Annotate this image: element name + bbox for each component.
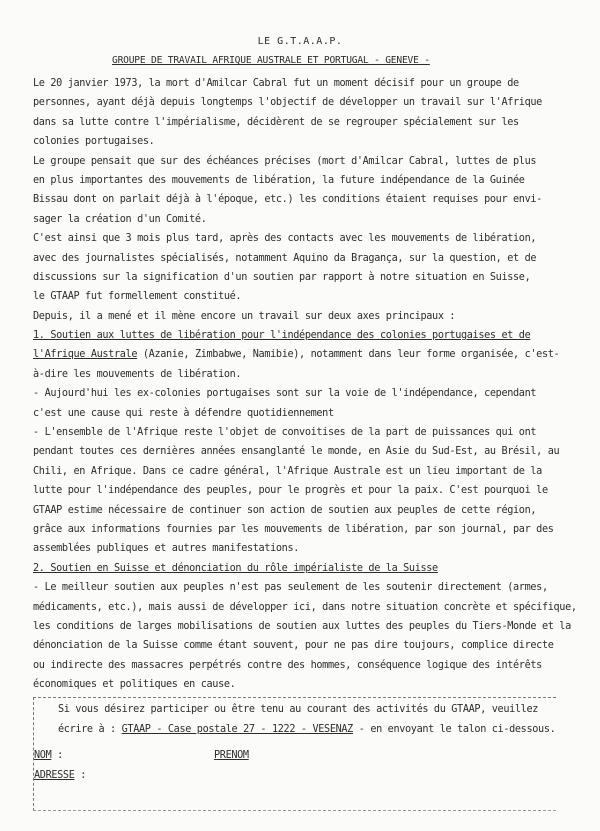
body-line: dans sa lutte contre l'impérialisme, décidèrent de se regrouper spécialement sur les <box>33 116 519 128</box>
adresse-colon: : <box>74 770 87 781</box>
body-line: le GTAAP fut formellement constitué. <box>33 291 242 303</box>
body-line: colonies portugaises. <box>33 136 155 148</box>
body-line: c'est une cause qui reste à défendre quotidiennement <box>33 407 334 419</box>
body-line: ou indirecte des massacres perpétrés contre des hommes, conséquence logique des intérêts <box>33 659 542 671</box>
body-line: Le groupe pensait que sur des échéances précises (mort d'Amilcar Cabral, luttes de plus <box>33 155 537 167</box>
body-line: - L'ensemble de l'Afrique reste l'objet de convoitises de la part de puissances qui ont <box>33 427 537 439</box>
body-line: pendant toutes ces dernières années ensanglanté le monde, en Asie du Sud-Est, au Brésil, au <box>33 446 560 458</box>
body-line: - Le meilleur soutien aux peuples n'est pas seulement de les soutenir directement (armes, <box>33 582 548 594</box>
form-intro-line: Si vous désirez participer ou être tenu au courant des activités du GTAAP, veuillez <box>58 704 539 715</box>
body-line <box>33 559 563 578</box>
nom-colon: : <box>51 750 63 761</box>
nom-field[interactable] <box>34 750 63 761</box>
body-line: dénonciation de la Suisse comme étant souvent, pour ne pas dire toujours, complice directe <box>33 640 554 652</box>
form-instruction: - en envoyant le talon ci-dessous. <box>352 724 556 735</box>
body-line: Le 20 janvier 1973, la mort d'Amilcar Cabral fut un moment décisif pour un groupe de <box>33 78 519 89</box>
prenom-label: PRENOM <box>214 750 249 761</box>
body-line: en plus importantes des mouvements de libération, la future indépendance de la Guinée <box>33 174 525 186</box>
body-line: à-dire les mouvements de libération. <box>33 368 242 380</box>
adresse-field[interactable] <box>34 770 86 781</box>
adresse-label: ADRESSE <box>34 770 75 781</box>
body-line: discussions sur la signification d'un soutien par rapport à notre situation en Suisse, <box>33 271 531 283</box>
body-line: Chili, en Afrique. Dans ce cadre général, l'Afrique Australe est un lieu important de la <box>33 465 542 477</box>
body-line: Bissau dont on parlait déjà à l'époque, etc.) les conditions étaient requises pour envi- <box>33 194 542 206</box>
body-line: assemblées publiques et autres manifestations. <box>33 543 300 555</box>
section-heading-cont: l'Afrique Australe <box>33 349 138 361</box>
body-line: économiques et politiques en cause. <box>33 679 236 691</box>
body-line: avec des journalistes spécialisés, notamment Aquino da Bragança, sur la question, et de <box>33 252 537 264</box>
body-line <box>33 326 563 345</box>
form-write-to: écrire à : <box>58 724 122 735</box>
contact-form-slip <box>33 697 556 811</box>
body-text <box>33 74 577 695</box>
body-line: C'est ainsi que 3 mois plus tard, après des contacts avec les mouvements de libération, <box>33 233 537 245</box>
prenom-field[interactable] <box>214 750 249 761</box>
body-line: personnes, ayant déjà depuis longtemps l'objectif de développer un travail sur l'Afrique <box>33 97 542 109</box>
section-heading: 1. Soutien aux luttes de libération pour l'indépendance des colonies portugaises et de <box>33 330 531 342</box>
section-heading: 2. Soutien en Suisse et dénonciation du rôle impérialiste de la Suisse <box>33 562 438 574</box>
body-line: l'Afrique Australe (Azanie, Zimbabwe, Namibie), notamment dans leur forme organisée, c'est- <box>33 349 560 361</box>
body-line: Depuis, il a mené et il mène encore un travail sur deux axes principaux : <box>33 310 456 322</box>
body-line: sager la création d'un Comité. <box>33 213 207 225</box>
body-line: médicaments, etc.), mais aussi de développer ici, dans notre situation concrète et spécifique, <box>33 601 577 613</box>
nom-label: NOM <box>34 750 52 761</box>
document-subtitle <box>112 55 430 66</box>
body-line: lutte pour l'indépendance des peuples, pour le progrès et pour la paix. C'est pourquoi le <box>33 485 548 497</box>
body-line: grâce aux informations fournies par les mouvements de libération, par son journal, par des <box>33 523 554 535</box>
body-line: GTAAP estime nécessaire de continuer son action de soutien aux peuples de cette région, <box>33 504 537 516</box>
postal-address: GTAAP - Case postale 27 - 1222 - VESENAZ <box>121 724 353 735</box>
form-address-line <box>58 724 555 735</box>
body-line: - Aujourd'hui les ex-colonies portugaises sont sur la voie de l'indépendance, cependant <box>33 388 537 400</box>
subtitle-text: GROUPE DE TRAVAIL AFRIQUE AUSTRALE ET PORTUGAL - GENEVE - <box>112 55 430 66</box>
document-title: LE G.T.A.A.P. <box>257 36 343 47</box>
body-line: les conditions de larges mobilisations de soutien aux luttes des peuples du Tiers-Monde et la <box>33 620 571 632</box>
